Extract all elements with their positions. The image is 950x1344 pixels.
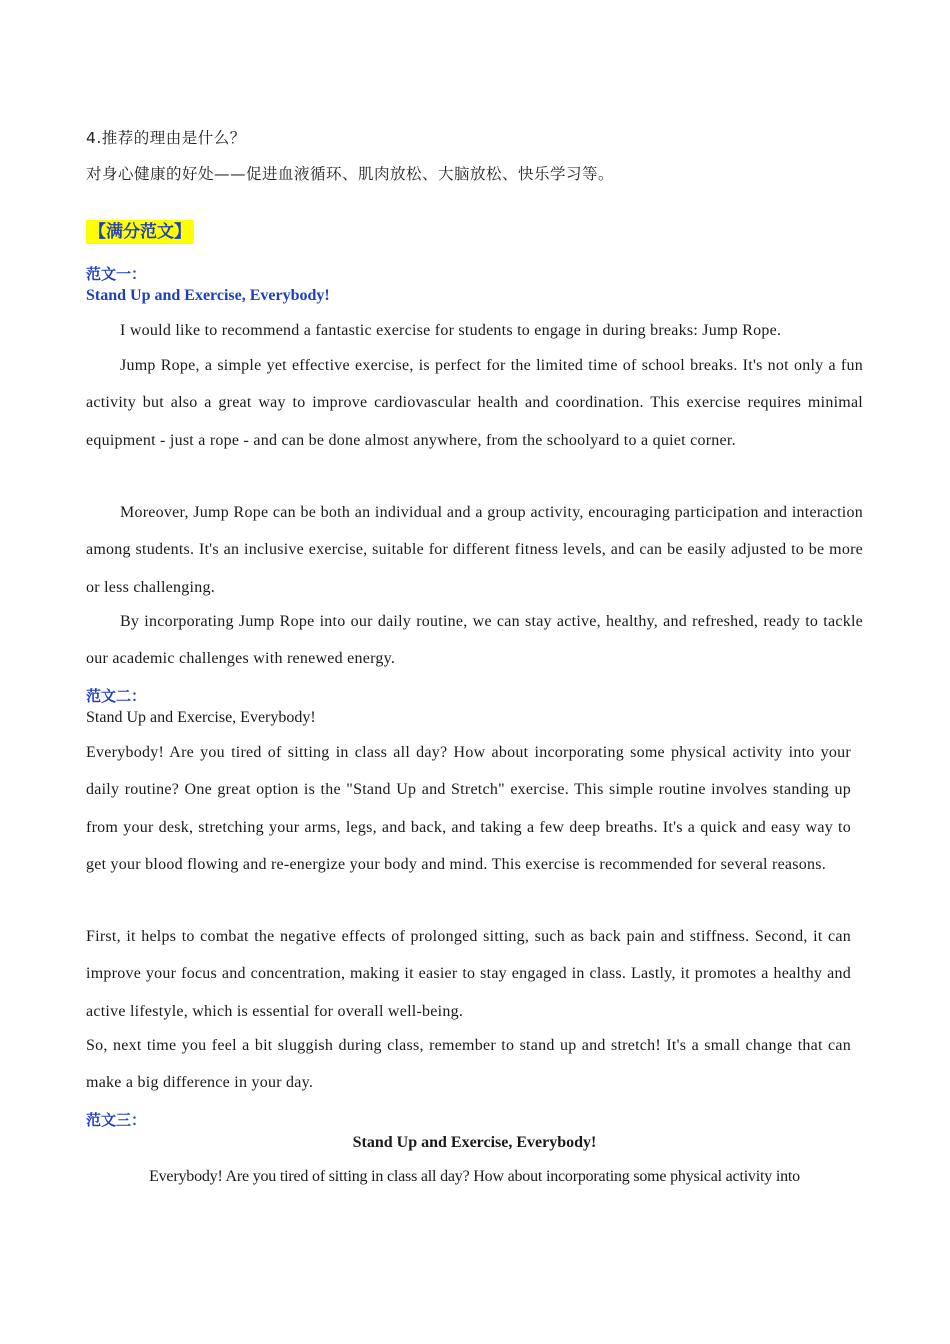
essay2-paragraph: So, next time you feel a bit sluggish during class, remember to stand up and stretch! It's a small change that can make a big difference in your day. [86,1037,851,1092]
essay2-paragraph: First, it helps to combat the negative effects of prolonged sitting, such as back pain and stiffness. Second, it can improve your focus and concentration, making it easier to stay engaged in class. Lastly, it promotes a healthy and active lifestyle, which is essential for overall well-being. [86,928,851,1020]
essay1-label: 范文一： [86,265,147,283]
essay1-paragraph: Jump Rope, a simple yet effective exercise, is perfect for the limited time of school breaks. It's not only a fun activity but also a great way to improve cardiovascular health and coordination. This exercise requires minimal equipment - just a rope - and can be done almost anywhere, from the schoolyard to a quiet corner. [86,357,863,449]
essay2-paragraph: Everybody! Are you tired of sitting in class all day? How about incorporating some physical activity into your daily routine? One great option is the "Stand Up and Stretch" exercise. This simple routine involves standing up from your desk, stretching your arms, legs, and back, and taking a few deep breaths. It's a quick and easy way to get your blood flowing and re-energize your body and mind. This exercise is recommended for several reasons. [86,744,851,874]
essay2-label: 范文二： [86,687,147,705]
essay1-paragraph: I would like to recommend a fantastic exercise for students to engage in during breaks: Jump Rope. [120,322,782,339]
essay3-title: Stand Up and Exercise, Everybody! [352,1134,597,1151]
question-4: 4.推荐的理由是什么？ [86,129,246,147]
essay1-paragraph: By incorporating Jump Rope into our daily routine, we can stay active, healthy, and refreshed, ready to tackle our academic challenges with renewed energy. [86,613,863,668]
section-heading-highlight: 【满分范文】 [86,220,194,244]
essay2-title: Stand Up and Exercise, Everybody! [86,709,316,726]
essay3-paragraph: Everybody! Are you tired of sitting in class all day? How about incorporating some physical activity into [149,1168,800,1185]
essay1-paragraph: Moreover, Jump Rope can be both an individual and a group activity, encouraging participation and interaction among students. It's an inclusive exercise, suitable for different fitness levels, and can be easily adjusted to be more or less challenging. [86,504,863,596]
essay1-title: Stand Up and Exercise, Everybody! [86,287,330,304]
essay3-label: 范文三： [86,1111,147,1129]
answer-4: 对身心健康的好处——促进血液循环、肌肉放松、大脑放松、快乐学习等。 [86,165,615,183]
